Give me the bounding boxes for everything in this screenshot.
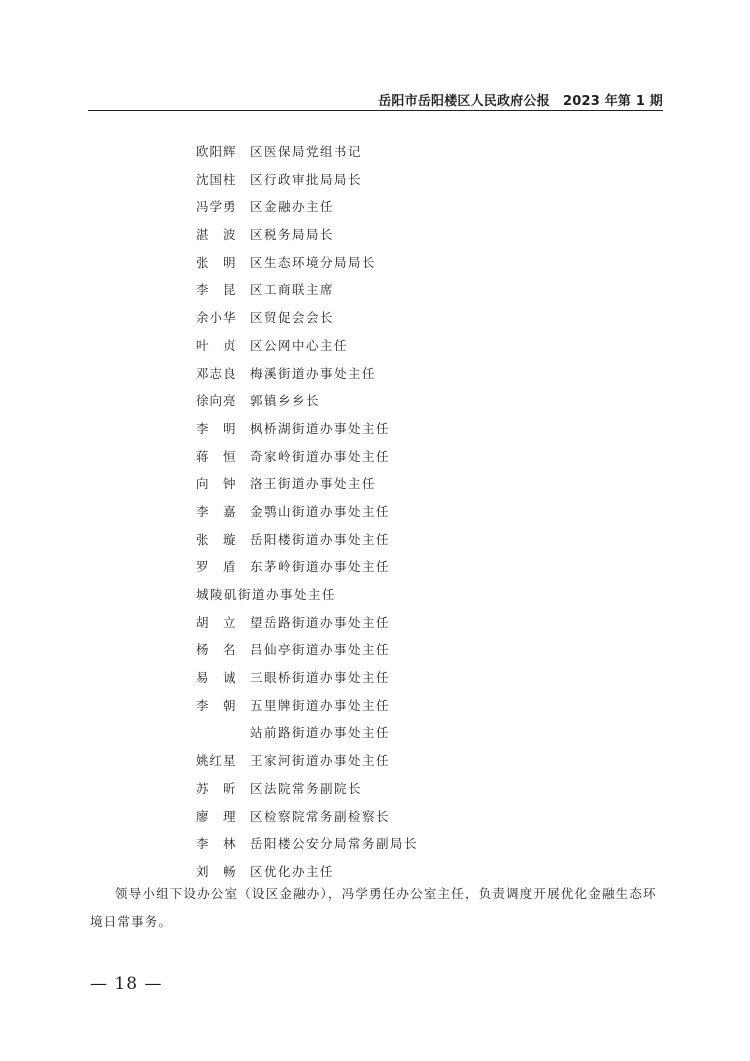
member-name: 李 嘉 [196, 503, 237, 519]
member-role: 奇家岭街道办事处主任 [250, 448, 391, 464]
member-role: 梅溪街道办事处主任 [250, 365, 377, 381]
member-role: 区税务局局长 [250, 227, 335, 243]
list-item [196, 747, 616, 775]
list-item [196, 387, 616, 415]
page-number: — 18 — [90, 974, 163, 994]
page-header [88, 90, 663, 111]
member-name: 刘 畅 [196, 863, 237, 879]
member-name: 邓志良 [196, 365, 237, 381]
member-role: 王家河街道办事处主任 [250, 753, 391, 769]
member-name: 姚红星 [196, 753, 237, 769]
member-role: 岳阳楼街道办事处主任 [250, 531, 391, 547]
list-item [196, 360, 616, 388]
member-name: 李 林 [196, 836, 237, 852]
member-role: 枫桥湖街道办事处主任 [250, 420, 391, 436]
member-name: 胡 立 [196, 614, 237, 630]
member-name: 徐向亮 [196, 393, 237, 409]
list-item [196, 498, 616, 526]
member-name: 城陵矶街道办事处主任 [196, 587, 337, 602]
member-name: 李 明 [196, 420, 237, 436]
member-role: 五里牌街道办事处主任 [250, 697, 391, 713]
member-name: 易 诚 [196, 670, 237, 686]
member-role: 区医保局党组书记 [250, 144, 363, 159]
member-role: 吕仙亭街道办事处主任 [250, 642, 391, 658]
member-role: 洛王街道办事处主任 [250, 476, 377, 492]
member-role: 三眼桥街道办事处主任 [250, 670, 391, 686]
office-paragraph: 领导小组下设办公室（设区金融办），冯学勇任办公室主任，负责调度开展优化金融生态环境日常事务。 [90, 886, 657, 929]
member-role: 区金融办主任 [250, 199, 335, 215]
member-role: 郭镇乡乡长 [250, 393, 321, 409]
member-name: 廖 理 [196, 808, 237, 824]
list-item [196, 830, 616, 858]
member-role: 望岳路街道办事处主任 [250, 614, 391, 630]
member-name: 李 昆 [196, 282, 237, 298]
member-list [196, 138, 616, 886]
list-item [196, 692, 616, 720]
member-name: 叶 贞 [196, 337, 237, 353]
header-title: 岳阳市岳阳楼区人民政府公报 2023 年第 1 期 [378, 94, 663, 109]
member-role: 站前路街道办事处主任 [250, 725, 391, 741]
list-item [196, 443, 616, 471]
member-name: 湛 波 [196, 227, 237, 243]
list-item [196, 193, 616, 221]
list-item [196, 581, 616, 609]
member-name: 李 朝 [196, 697, 237, 713]
list-item [196, 415, 616, 443]
member-role: 东茅岭街道办事处主任 [250, 559, 391, 575]
member-name: 冯学勇 [196, 199, 237, 215]
member-name: 苏 昕 [196, 780, 237, 796]
member-role: 区生态环境分局局长 [250, 254, 377, 270]
member-name: 沈国柱 [196, 171, 237, 187]
list-item [196, 553, 616, 581]
member-name: 向 钟 [196, 476, 237, 492]
member-role: 区优化办主任 [250, 863, 335, 879]
member-role: 金鹗山街道办事处主任 [250, 503, 391, 519]
member-role: 区行政审批局局长 [250, 171, 363, 187]
member-name: 杨 名 [196, 642, 237, 658]
list-item [196, 249, 616, 277]
member-role: 区检察院常务副检察长 [250, 808, 391, 824]
member-role: 岳阳楼公安分局常务副局长 [250, 836, 419, 852]
list-item [196, 803, 616, 831]
list-item [196, 775, 616, 803]
list-item [196, 664, 616, 692]
list-item [196, 276, 616, 304]
member-name: 张 明 [196, 254, 237, 270]
list-item [196, 221, 616, 249]
member-name: 余小华 [196, 310, 237, 326]
member-name: 蒋 恒 [196, 448, 237, 464]
list-item [196, 332, 616, 360]
list-item [196, 636, 616, 664]
list-item [196, 526, 616, 554]
member-name: 欧阳辉 [196, 144, 237, 159]
list-item [196, 470, 616, 498]
list-item [196, 304, 616, 332]
member-role: 区工商联主席 [250, 282, 335, 298]
member-name: 罗 盾 [196, 559, 237, 575]
member-role: 区法院常务副院长 [250, 780, 363, 796]
list-item [196, 138, 616, 166]
member-name: 张 璇 [196, 531, 237, 547]
member-role: 区公网中心主任 [250, 337, 349, 353]
list-item [196, 166, 616, 194]
list-item [196, 609, 616, 637]
list-item [196, 719, 616, 747]
member-role: 区贸促会会长 [250, 310, 335, 326]
